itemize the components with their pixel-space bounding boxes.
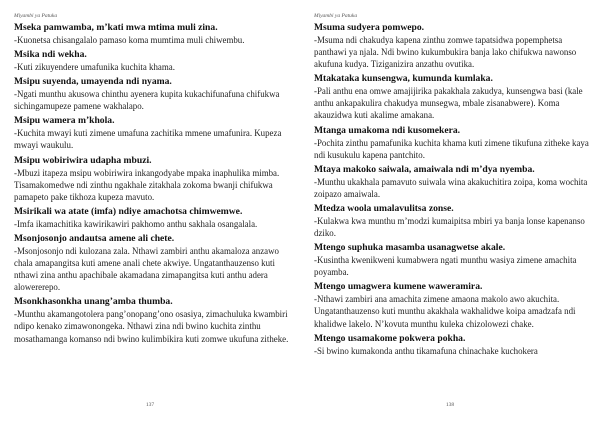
running-head: Miyambi ya Patuka bbox=[14, 13, 58, 19]
proverb-heading: Msonjosonjo andautsa amene ali chete. bbox=[14, 232, 175, 244]
proverb-meaning: -Kuchita mwayi kuti zimene umafuna zachitika mmene umafunira. Kupeza mwayi waukulu. bbox=[14, 128, 282, 151]
proverb-entry bbox=[314, 333, 590, 357]
proverb-meaning: -Msuma ndi chakudya kapena zinthu zomwe tapatsidwa popemphetsa panthawi ya njala. Ndi bwino kukumbukira banja lako chifukwa nawonso akufuna kudya. Tiziganizira anzathu ovutika. bbox=[314, 35, 577, 70]
page-number: 138 bbox=[445, 402, 455, 408]
proverb-heading: Msipu wamera m’khola. bbox=[14, 115, 115, 127]
proverb-heading: Mtengo suphuka masamba usanagwetse akale. bbox=[314, 242, 506, 254]
proverb-entry bbox=[14, 22, 292, 46]
proverb-entry bbox=[14, 206, 292, 230]
proverb-heading: Mtengo umagwera kumene waweramira. bbox=[314, 281, 483, 293]
proverb-heading: Mtanga umakoma ndi kusomekera. bbox=[314, 124, 461, 136]
proverb-meaning: -Si bwino kumakonda anthu tikamafuna chinachake kuchokera bbox=[314, 345, 538, 356]
proverb-heading: Mtedza woola umalavulitsa zonse. bbox=[314, 202, 454, 214]
page-number: 137 bbox=[145, 402, 155, 408]
proverb-entry bbox=[314, 242, 590, 278]
proverb-meaning: -Pali anthu ena omwe amajijirika pakakhala zakudya, kunsengwa basi (kale anthu ankapakulira chakudya munsegwa, mbale zisanabwere). Koma akauzidwa kuti akalime amakana. bbox=[314, 86, 583, 121]
proverb-heading: Msirikali wa atate (imfa) ndiye amachotsa chimwemwe. bbox=[14, 205, 243, 217]
right-page bbox=[300, 0, 600, 424]
proverb-heading: Msipu wobiriwira udapha mbuzi. bbox=[14, 154, 152, 166]
proverb-meaning: -Munthu akamangotolera pang’onopang’ono osasiya, zimachuluka kwambiri ndipo kenako zimawonongeka. Nthawi zina ndi bwino kuchita zinthu mosathamanga komanso ndi bwino kulimbikira kuti zomwe ukufuna zitheke. bbox=[14, 309, 289, 344]
proverb-meaning: -Ngati munthu akusowa chinthu ayenera kupita kukachifunafuna chifukwa sichingamupeze pamene wakhalapo. bbox=[14, 89, 280, 112]
proverb-heading: Msuma sudyera pomwepo. bbox=[314, 22, 425, 33]
proverb-meaning: -Mbuzi itapeza msipu wobiriwira inkangodyabe mpaka inaphulika mimba. Tisamakomedwe ndi zinthu ngakhale zitakhala zokoma bwanji chifukwa pamapeto pake tikhoza kupeza mavuto. bbox=[14, 167, 280, 202]
running-head: Miyambi ya Patuka bbox=[314, 13, 358, 19]
proverb-entry bbox=[314, 22, 590, 70]
proverb-meaning: -Kuonetsa chisangalalo pamaso koma mumtima muli chiwembu. bbox=[14, 35, 245, 45]
proverb-heading: Msipu suyenda, umayenda ndi nyama. bbox=[14, 76, 172, 88]
proverb-entry bbox=[314, 73, 590, 121]
proverb-entry bbox=[14, 155, 292, 203]
proverb-meaning: -Munthu ukakhala pamavuto suiwala wina akakuchitira zoipa, koma wochita zoipazo amaiwala. bbox=[314, 176, 588, 199]
proverb-heading: Mtaya makoko saiwala, amaiwala ndi m’dya nyemba. bbox=[314, 163, 535, 175]
proverb-entry bbox=[14, 233, 292, 293]
proverb-heading: Mtengo usamakome pokwera pokha. bbox=[314, 332, 466, 344]
proverb-entry bbox=[314, 281, 590, 329]
proverb-heading: Msonkhasonkha unang’amba thumba. bbox=[14, 296, 173, 308]
proverb-entry bbox=[314, 125, 590, 161]
proverb-entry bbox=[14, 49, 292, 73]
proverb-entry bbox=[314, 203, 590, 239]
proverb-meaning: -Msonjosonjo ndi kulozana zala. Nthawi zambiri anthu akamaloza anzawo chala amapangitsa kuti amene anali chete akwiye. Ungatanthauzenso kuti nthawi zina anthu apachibale akamadana zimapangitsa kuti anthu adera alowererepo. bbox=[14, 245, 279, 293]
proverb-meaning: -Nthawi zambiri ana amachita zimene amaona makolo awo akuchita. Ungatanthauzenso kuti munthu akakhala wakhalidwe koipa amadzafa ndi khalidwe lakelo. N’kovuta munthu kuleka chizolowezi chake. bbox=[314, 294, 576, 329]
proverb-meaning: -Imfa ikamachitika kawirikawiri pakhomo anthu sakhala osangalala. bbox=[14, 218, 258, 229]
proverb-entry bbox=[14, 296, 292, 344]
proverb-entry bbox=[14, 76, 292, 112]
proverb-meaning: -Kuti zikuyendere umafunika kuchita khama. bbox=[14, 62, 175, 73]
proverb-heading: Msika ndi wekha. bbox=[14, 49, 87, 61]
proverb-entry bbox=[314, 164, 590, 200]
proverb-meaning: -Kulakwa kwa munthu m’modzi kumaipitsa mbiri ya banja lonse kapenanso dziko. bbox=[314, 215, 585, 239]
proverb-meaning: -Kusintha kwenikweni kumabwera ngati munthu wasiya zimene amachita poyamba. bbox=[314, 255, 577, 278]
proverb-heading: Mtakataka kunsengwa, kumunda kumlaka. bbox=[314, 73, 493, 85]
proverb-heading: Mseka pamwamba, m’kati mwa mtima muli zina. bbox=[14, 22, 218, 33]
proverb-meaning: -Pochita zinthu pamafunika kuchita khama kuti zimene tikufuna zitheke kaya ndi kusukulu kapena pantchito. bbox=[314, 137, 589, 160]
proverb-entry bbox=[14, 115, 292, 151]
